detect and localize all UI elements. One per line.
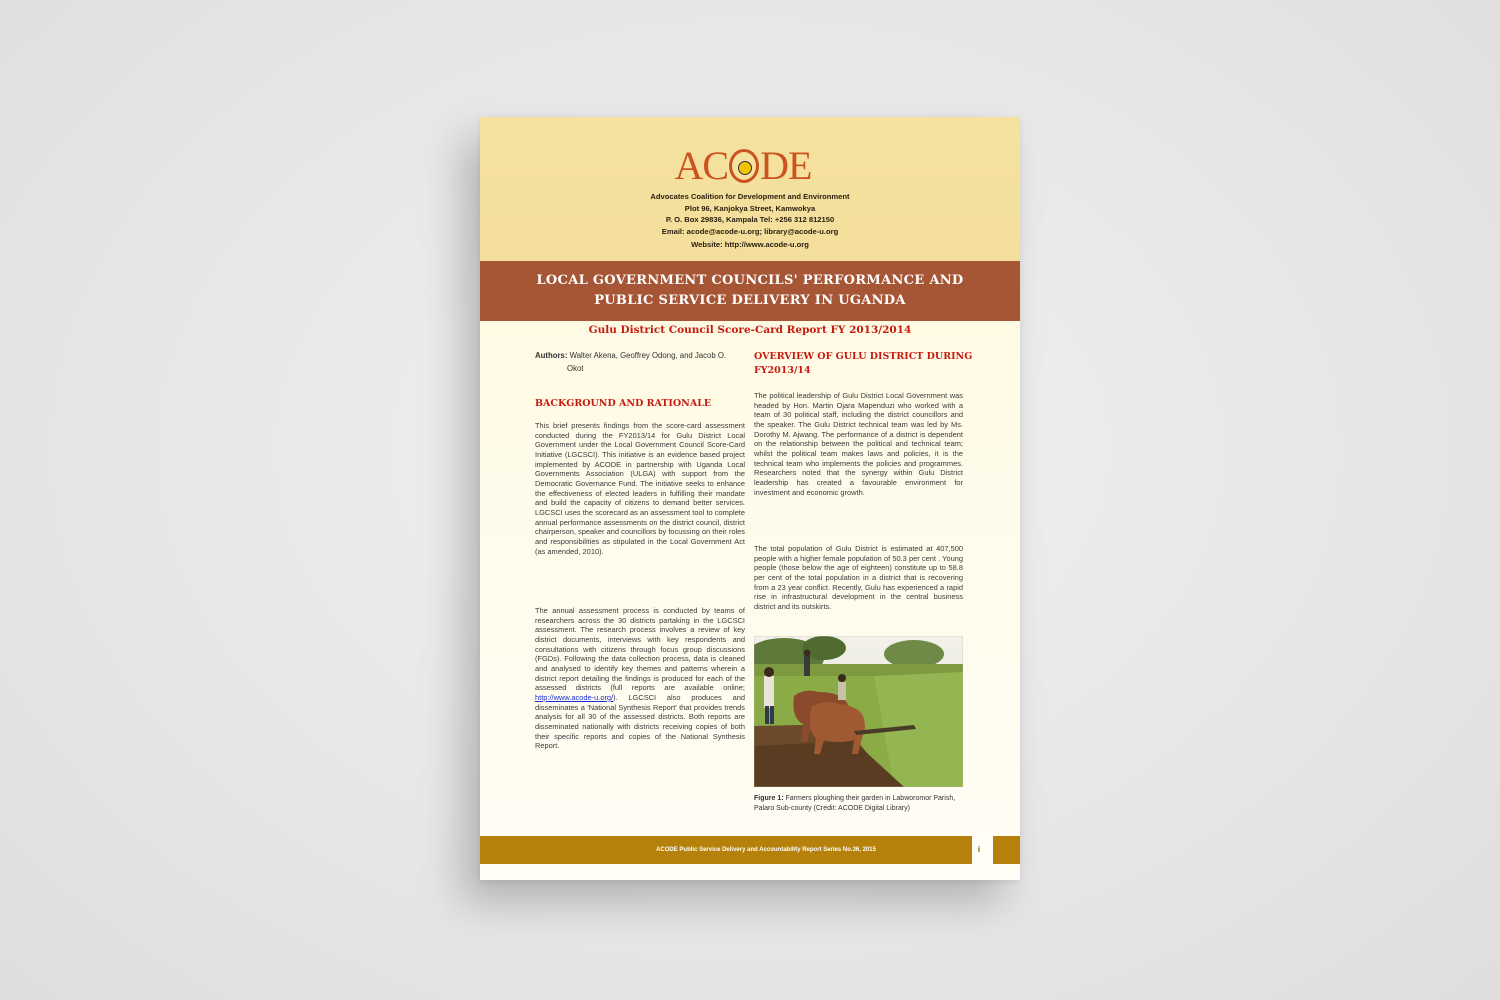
report-title: LOCAL GOVERNMENT COUNCILS' PERFORMANCE AND PUBLIC SERVICE DELIVERY IN UGANDA: [536, 273, 964, 308]
photo-illustration: [754, 636, 963, 787]
footer-series-text: ACODE Public Service Delivery and Accountability Report Series No.36, 2015: [656, 847, 876, 853]
acode-logo: [668, 143, 818, 189]
page-header: [480, 117, 1020, 261]
title-band: [480, 261, 1020, 321]
footer-tab: [993, 836, 1020, 864]
footer-bar: [480, 836, 972, 864]
acode-website-link[interactable]: http://www.acode-u.org/: [535, 692, 614, 702]
organization-info: [610, 191, 890, 251]
background-paragraph-2-end: ). LGCSCI also produces and disseminates a 'National Synthesis Report' that provides trends analysis for all 30 of the assessed districts. Both reports are disseminated nationally with districts receiving copies of both their specific reports and copies of the National Synthesis Report.: [535, 692, 745, 751]
org-address: Plot 96, Kanjokya Street, Kamwokya: [684, 203, 816, 213]
farmers-ploughing-photo: [754, 636, 963, 787]
figure-caption-text: Farmers ploughing their garden in Labworomor Parish, Palaro Sub-county (Credit: ACODE Digital Library): [754, 795, 956, 812]
authors-block: [535, 349, 745, 375]
authors-names-cont: Okot: [567, 364, 584, 373]
org-website: Website: http://www.acode-u.org: [691, 240, 809, 249]
report-subtitle: Gulu District Council Score-Card Report FY 2013/2014: [588, 324, 912, 336]
logo-wordmark: AC DE: [674, 143, 812, 188]
figure-caption: [754, 794, 966, 814]
figure-label: Figure 1:: [754, 795, 784, 802]
org-po-box: P. O. Box 29836, Kampala Tel: +256 312 812150: [665, 215, 835, 224]
report-page: [480, 117, 1020, 880]
authors-names: Walter Akena, Geoffrey Odong, and Jacob O.: [569, 351, 727, 360]
background-heading: BACKGROUND AND RATIONALE: [535, 398, 712, 409]
org-email: Email: acode@acode-u.org; library@acode-u.org: [661, 226, 839, 236]
overview-heading: OVERVIEW OF GULU DISTRICT DURING FY2013/14: [754, 351, 973, 376]
background-paragraph-2-start: The annual assessment process is conducted by teams of researchers across the 30 districts partaking in the LGCSCI assessment. The research process involves a review of key district documents, interviews with key respondents and consultations with citizens through focus group discussions (FGDs). Following the data collection process, data is cleaned and analysed to identify key themes and patterns wherein a district report detailing the findings is produced for each of the assessed districts (full reports are available online;: [535, 606, 745, 693]
overview-paragraph-2: The total population of Gulu District is estimated at 407,500 people with a higher female population of 50.3 per cent . Young people (those below the age of eighteen) constitute up to 58.8 per cent of the total population in a district that is recovering from a 23 year conflict. Recently, Gulu has experienced a rapid rise in infrastructural development in the central business district and its outskirts.: [754, 544, 963, 611]
page-footer: [480, 836, 1020, 864]
org-name: Advocates Coalition for Development and Environment: [650, 192, 850, 201]
logo-emblem-icon: [729, 149, 759, 183]
authors-label: Authors:: [535, 351, 568, 360]
background-paragraph-2: [535, 606, 745, 751]
background-paragraph-1: This brief presents findings from the score-card assessment conducted during the FY2013/14 for Gulu District Local Government under the Local Government Council Score-Card Initiative (LGCSCI). This initiative is an evidence based project implemented by ACODE in partnership with Uganda Local Governments Association (ULGA) with support from the Democratic Governance Fund. The initiative seeks to enhance the effectiveness of elected leaders in fulfilling their mandate and build the capacity of citizens to demand better services. LGCSCI uses the scorecard as an assessment tool to complete annual performance assessments on the district council, district chairperson, speaker and councillors by focussing on their roles and responsibilities as stipulated in the Local Government Act (as amended, 2010).: [535, 421, 745, 556]
overview-paragraph-1: The political leadership of Gulu District Local Government was headed by Hon. Martin Ojara Mapenduzi who worked with a team of 30 political staff, including the district councillors and the speaker. The Gulu District technical team was led by Ms. Dorothy M. Ajwang. The performance of a district is dependent on the relationship between the political and technical team; whilst the political team makes laws and policies, it is the technical team who implements the policies and programmes. Researchers noted that the synergy within Gulu District leadership has created a favourable environment for investment and economic growth.: [754, 391, 963, 497]
page-number: i: [972, 836, 986, 864]
